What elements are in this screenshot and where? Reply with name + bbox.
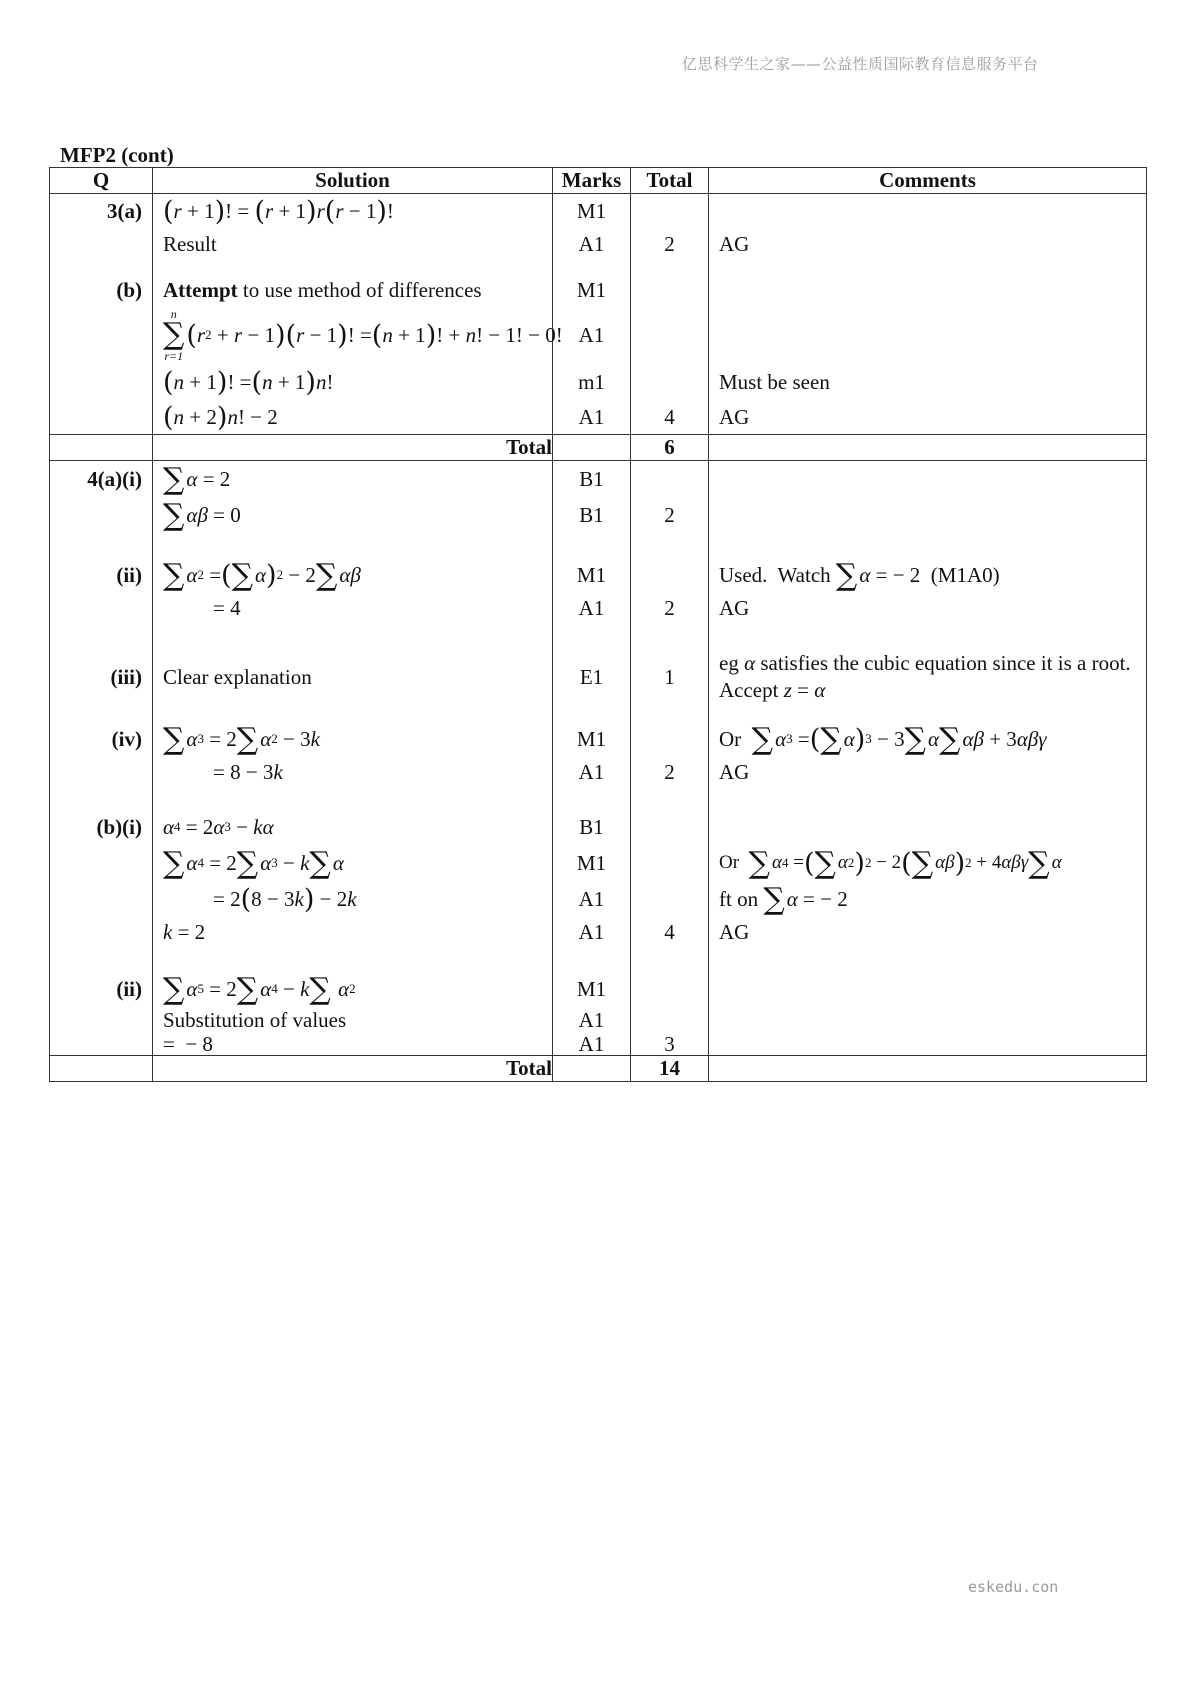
solution-substitution: Substitution of values: [163, 1007, 347, 1032]
math-k-equals-2: k = 2: [163, 919, 206, 944]
comment-ft: ft on ∑ α = − 2: [719, 882, 848, 917]
mark: M1: [576, 562, 607, 587]
comments-column: [709, 461, 1147, 1056]
attempt-word: Attempt: [163, 277, 238, 302]
q-label-4aii: (ii): [116, 562, 142, 587]
question-3-total-row: [50, 435, 1147, 461]
marks-column: [553, 461, 631, 1056]
solution-column: [153, 461, 553, 1056]
total-column: [631, 194, 709, 435]
part-total: 2: [664, 502, 675, 527]
part-total: 2: [664, 231, 675, 256]
comment-text: Used. Watch: [719, 562, 836, 587]
part-total: 3: [664, 1031, 675, 1056]
mark: A1: [578, 322, 605, 347]
comment-or-cubed: Or ∑ α 3 = ( ∑ α ) 3 − 3 ∑ α ∑ αβ + 3 αβγ: [719, 722, 1047, 757]
mark: A1: [578, 231, 605, 256]
header-q: Q: [50, 168, 153, 194]
q-label-4bii: (ii): [116, 976, 142, 1001]
math-sum-alpha: ∑ α = 2: [163, 462, 231, 497]
total-label: Total: [153, 435, 553, 461]
mark: A1: [578, 595, 605, 620]
total-column: [631, 461, 709, 1056]
math-summation-differences: n ∑ r=1 ( r 2 + r − 1 ) ( r − 1 ) ! = ( n + 1 ) ! + n ! − 1! − 0!: [163, 307, 563, 363]
question-total: 14: [631, 1056, 709, 1082]
solution-result: Result: [163, 231, 217, 256]
math-sum-alpha-beta: ∑ αβ = 0: [163, 498, 241, 533]
mark: M1: [576, 277, 607, 302]
math-equals-minus-8: = − 8: [163, 1031, 213, 1056]
mark: m1: [578, 369, 605, 394]
mark: A1: [578, 1007, 605, 1032]
mark: A1: [578, 886, 605, 911]
solution-attempt-line: [153, 274, 552, 306]
mark: A1: [578, 759, 605, 784]
math-sum-alpha-squared: ∑ α 2 = ( ∑ α ) 2 − 2 ∑ αβ: [163, 558, 361, 593]
mark: E1: [579, 664, 604, 689]
q-label-3b: (b): [116, 277, 142, 302]
comment-or-fourth: Or ∑ α 4 = ( ∑ α 2 ) 2 − 2 ( ∑ αβ ) 2 + 4 αβγ ∑ α: [719, 846, 1062, 881]
comment: AG: [719, 231, 750, 256]
comment-text: (M1A0): [930, 562, 1000, 587]
mark: B1: [579, 814, 604, 839]
mark: B1: [579, 502, 604, 527]
header-watermark: 亿思科学生之家——公益性质国际教育信息服务平台: [682, 55, 1039, 73]
math-sum-alpha-fifth: ∑ α 5 = 2 ∑ α 4 − k ∑ α 2: [163, 972, 356, 1007]
q-column: [50, 194, 153, 435]
mark: A1: [578, 404, 605, 429]
comment: AG: [719, 759, 750, 784]
math-alpha-fourth: α 4 = 2 α 3 − kα: [163, 814, 274, 839]
footer-watermark: eskedu.con: [968, 1578, 1059, 1596]
comment-text: eg: [719, 651, 745, 675]
math-sum-alpha-fourth: ∑ α 4 = 2 ∑ α 3 − k ∑ α: [163, 846, 344, 881]
part-total: 4: [664, 919, 675, 944]
q-label-4aiv: (iv): [111, 726, 142, 751]
comment: AG: [719, 919, 750, 944]
mark: M1: [576, 726, 607, 751]
math-substitution: = 2 ( 8 − 3 k ) − 2 k: [213, 883, 357, 915]
q-label-4bi: (b)(i): [96, 814, 142, 839]
comment-explanation: eg α satisfies the cubic equation since it is a root. Accept z = α: [719, 651, 1141, 702]
mark: M1: [576, 198, 607, 223]
comment: AG: [719, 404, 750, 429]
header-solution: Solution: [153, 168, 553, 194]
q-label-4aiii: (iii): [110, 664, 142, 689]
part-total: 2: [664, 595, 675, 620]
marks-column: [553, 194, 631, 435]
question-3-row: [50, 194, 1147, 435]
question-total: 6: [631, 435, 709, 461]
q-label-4ai: 4(a)(i): [87, 466, 142, 491]
comments-column: [709, 194, 1147, 435]
mark: M1: [576, 976, 607, 1001]
mark: A1: [578, 1031, 605, 1056]
comment-text: Or: [719, 726, 742, 751]
header-total: Total: [631, 168, 709, 194]
math-8-minus-3k: = 8 − 3 k: [213, 759, 283, 784]
part-total: 2: [664, 759, 675, 784]
header-row: [50, 168, 1147, 194]
total-label: Total: [153, 1056, 553, 1082]
math-final-result: ( n + 2 ) n ! − 2: [163, 401, 278, 433]
part-total: 1: [664, 664, 675, 689]
comment-text: ft on: [719, 886, 764, 911]
comment: Must be seen: [719, 369, 830, 394]
solution-column: [153, 194, 563, 435]
comment-text: satisfies the cubic equation since it is a root. Accept: [719, 651, 1141, 702]
comment-text: Or: [719, 852, 740, 873]
question-4-total-row: [50, 1056, 1147, 1082]
solution-clear-explanation: Clear explanation: [163, 664, 312, 689]
question-4-row: [50, 461, 1147, 1056]
q-column: [50, 461, 153, 1056]
q-label-3a: 3(a): [107, 198, 142, 223]
math-n-plus-1-factorial: ( n + 1 ) ! = ( n + 1 ) n !: [163, 366, 334, 398]
section-title: MFP2 (cont): [60, 143, 174, 167]
mark-scheme-table: [49, 167, 1147, 1082]
attempt-rest: to use method of differences: [237, 277, 482, 302]
math-sum-alpha-cubed: ∑ α 3 = 2 ∑ α 2 − 3 k: [163, 722, 320, 757]
comment: AG: [719, 595, 750, 620]
header-marks: Marks: [553, 168, 631, 194]
math-equals-4: = 4: [213, 595, 241, 620]
math-factorial-identity: ( r + 1 ) ! = ( r + 1 ) r ( r − 1 ) !: [163, 195, 394, 227]
comment-watch: Used. Watch ∑ α = − 2 (M1A0): [719, 558, 1000, 593]
mark: A1: [578, 919, 605, 944]
mark: B1: [579, 466, 604, 491]
part-total: 4: [664, 404, 675, 429]
mark: M1: [576, 850, 607, 875]
header-comments: Comments: [709, 168, 1147, 194]
